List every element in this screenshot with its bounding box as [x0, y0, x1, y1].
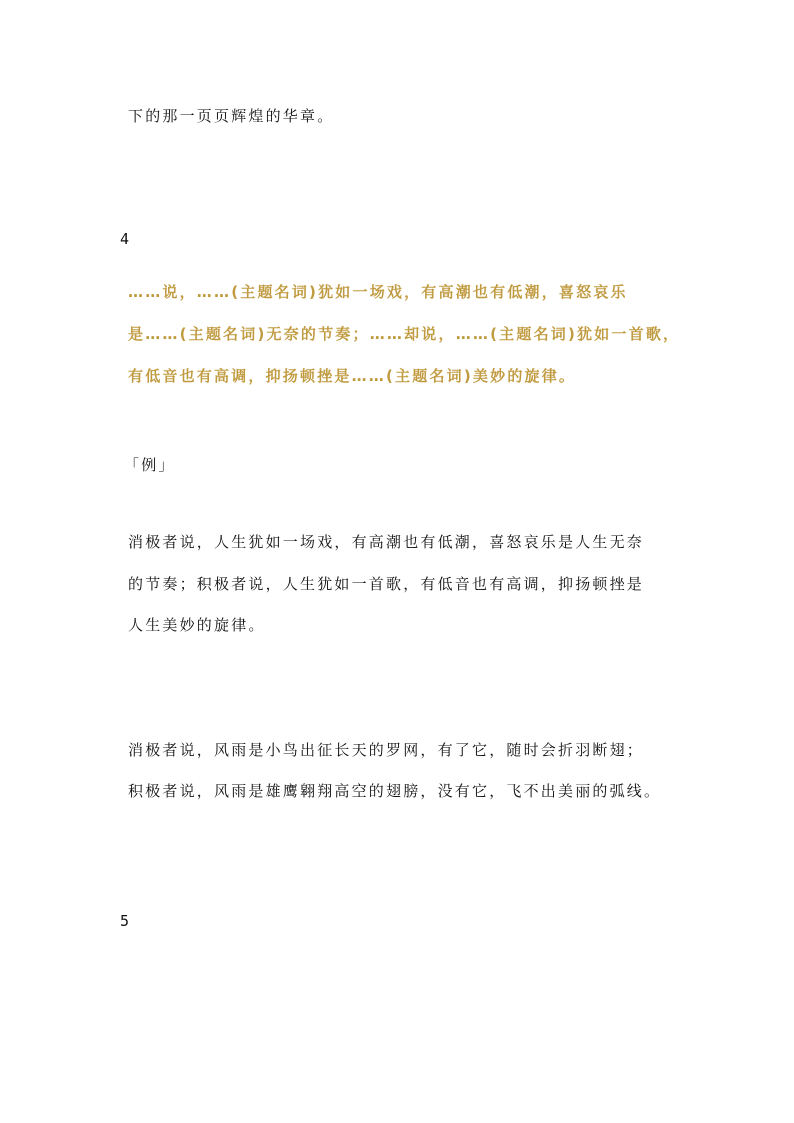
- section-number-4: 4: [120, 230, 130, 248]
- intro-line: 下的那一页页辉煌的华章。: [128, 107, 335, 125]
- template-line: 是……(主题名词)无奈的节奏；……却说，……(主题名词)犹如一首歌，: [128, 325, 681, 343]
- section-number-5: 5: [120, 912, 130, 930]
- template-line: 有低音也有高调，抑扬顿挫是……(主题名词)美妙的旋律。: [128, 367, 577, 385]
- example-line: 积极者说，风雨是雄鹰翱翔高空的翅膀，没有它，飞不出美丽的弧线。: [128, 782, 662, 800]
- example-label: 「例」: [124, 456, 176, 474]
- example-line: 人生美妙的旋律。: [128, 616, 266, 634]
- example-line: 消极者说，风雨是小鸟出征长天的罗网，有了它，随时会折羽断翅；: [128, 741, 645, 759]
- template-line: ……说，……(主题名词)犹如一场戏，有高潮也有低潮，喜怒哀乐: [128, 283, 628, 301]
- example-line: 的节奏；积极者说，人生犹如一首歌，有低音也有高调，抑扬顿挫是: [128, 575, 645, 593]
- example-line: 消极者说，人生犹如一场戏，有高潮也有低潮，喜怒哀乐是人生无奈: [128, 533, 645, 551]
